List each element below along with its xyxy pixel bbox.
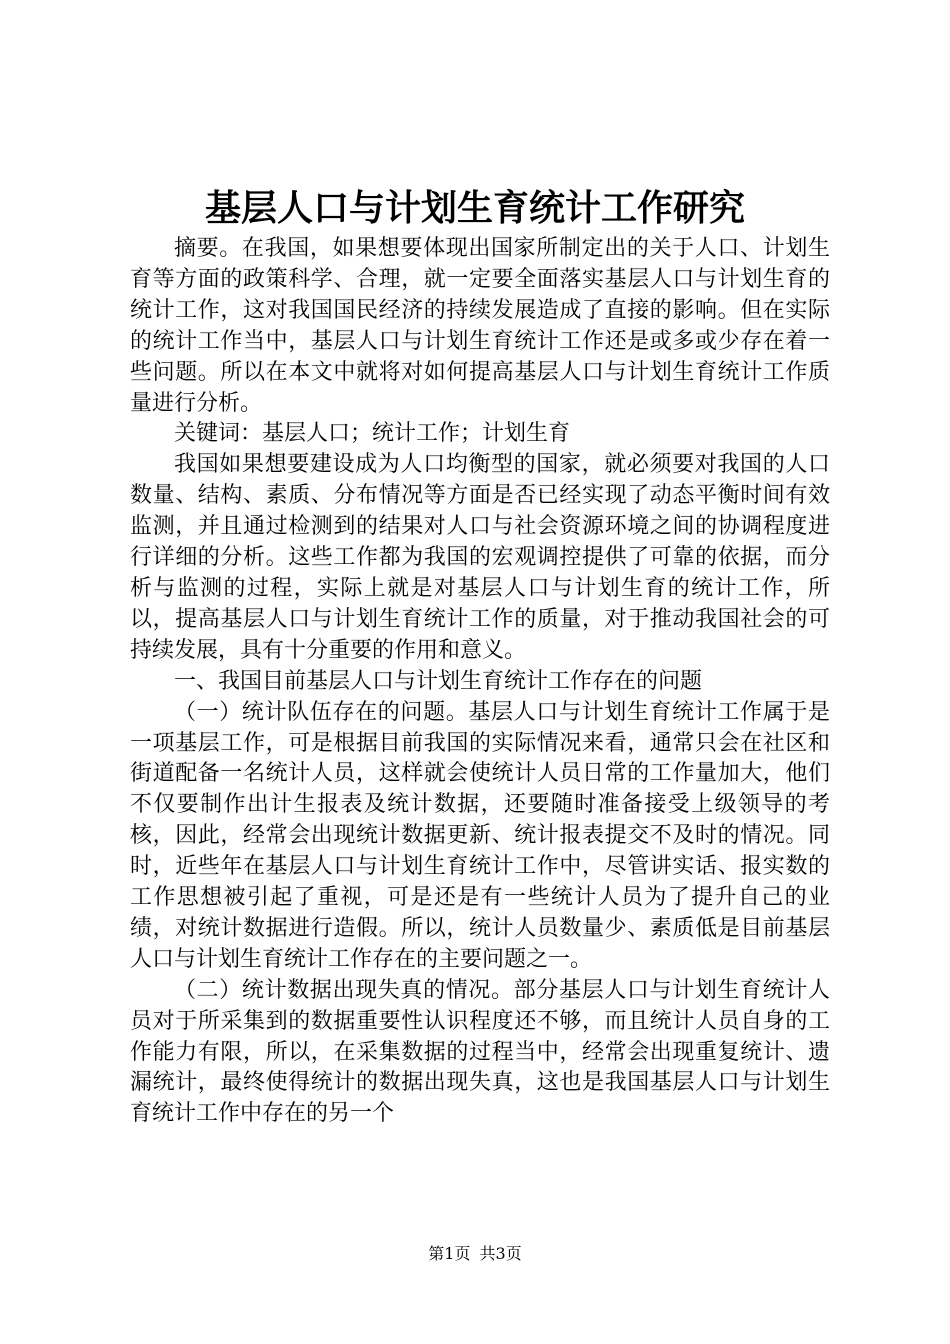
subsection-paragraph-1: （一）统计队伍存在的问题。基层人口与计划生育统计工作属于是一项基层工作，可是根据目前我国的实际情况来看，通常只会在社区和街道配备一名统计人员，这样就会使统计人员日常的工作量加大，他们不仅要制作出计生报表及统计数据，还要随时准备接受上级领导的考核，因此，经常会出现统计数据更新、统计报表提交不及时的情况。同时，近些年在基层人口与计划生育统计工作中，尽管讲实话、报实数的工作思想被引起了重视，可是还是有一些统计人员为了提升自己的业绩，对统计数据进行造假。所以，统计人员数量少、素质低是目前基层人口与计划生育统计工作存在的主要问题之一。	[130, 699, 830, 972]
document-body	[130, 234, 830, 1130]
page-number: 第1页	[428, 1244, 471, 1263]
page-total: 共3页	[479, 1244, 522, 1263]
abstract-paragraph: 摘要。在我国，如果想要体现出国家所制定出的关于人口、计划生育等方面的政策科学、合理，就一定要全面落实基层人口与计划生育的统计工作，这对我国国民经济的持续发展造成了直接的影响。但在实际的统计工作当中，基层人口与计划生育统计工作还是或多或少存在着一些问题。所以在本文中就将对如何提高基层人口与计划生育统计工作质量进行分析。	[130, 236, 830, 416]
intro-paragraph: 我国如果想要建设成为人口均衡型的国家，就必须要对我国的人口数量、结构、素质、分布情况等方面是否已经实现了动态平衡时间有效监测，并且通过检测到的结果对人口与社会资源环境之间的协调程度进行详细的分析。这些工作都为我国的宏观调控提供了可靠的依据，而分析与监测的过程，实际上就是对基层人口与计划生育的统计工作，所以，提高基层人口与计划生育统计工作的质量，对于推动我国社会的可持续发展，具有十分重要的作用和意义。	[130, 452, 830, 663]
keywords-paragraph: 关键词：基层人口；统计工作；计划生育	[174, 421, 571, 447]
document-title: 基层人口与计划生育统计工作研究	[204, 187, 745, 229]
subsection-paragraph-2: （二）统计数据出现失真的情况。部分基层人口与计划生育统计人员对于所采集到的数据重要性认识程度还不够，而且统计人员自身的工作能力有限，所以，在采集数据的过程当中，经常会出现重复统计、遗漏统计，最终使得统计的数据出现失真，这也是我国基层人口与计划生育统计工作中存在的另一个	[130, 977, 830, 1127]
page-footer	[0, 1244, 950, 1264]
section-heading: 一、我国目前基层人口与计划生育统计工作存在的问题	[174, 668, 703, 694]
